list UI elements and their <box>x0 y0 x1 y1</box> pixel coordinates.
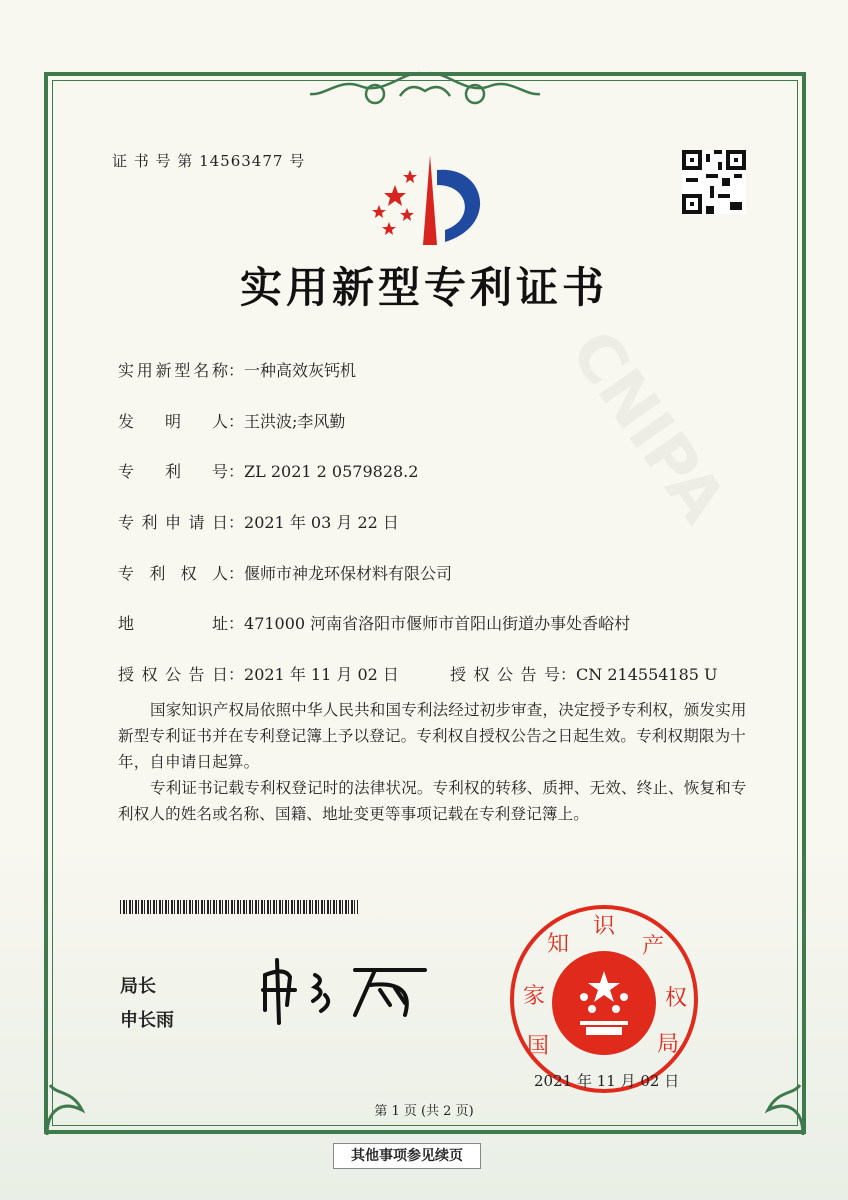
field-label: 实用新型名称 <box>118 361 228 380</box>
svg-text:知: 知 <box>546 932 570 957</box>
svg-text:局: 局 <box>656 1032 680 1057</box>
svg-text:产: 产 <box>641 934 665 959</box>
field-label: 专利号 <box>118 462 228 481</box>
field-label: 专利申请日 <box>118 513 228 532</box>
director-signature <box>255 955 435 1025</box>
field-grant-date: 授权公告日：2021 年 11 月 02 日 <box>118 662 399 685</box>
statement-paragraph: 国家知识产权局依照中华人民共和国专利法经过初步审查，决定授予专利权，颁发实用新型专利证书并在专利登记簿上予以登记。专利权自授权公告之日起生效。专利权期限为十年，自申请日起算。 <box>118 701 747 771</box>
director-name: 申长雨 <box>120 1010 174 1031</box>
field-value: 王洪波;李风勤 <box>244 412 346 431</box>
field-value: 2021 年 03 月 22 日 <box>244 513 399 532</box>
svg-text:家: 家 <box>522 984 546 1009</box>
field-value: ZL 2021 2 0579828.2 <box>244 462 419 481</box>
statement <box>118 697 750 827</box>
field-utility-model-name: 实用新型名称：一种高效灰钙机 <box>118 358 356 381</box>
field-label: 地址 <box>118 614 228 633</box>
field-application-date: 专利申请日：2021 年 03 月 22 日 <box>118 510 399 533</box>
certificate-title: 实用新型专利证书 <box>239 263 608 312</box>
field-value: 2021 年 11 月 02 日 <box>244 665 399 684</box>
seal-date: 2021 年 11 月 02 日 <box>534 1072 680 1090</box>
certificate-number: 证 书 号 第 14563477 号 <box>112 152 306 170</box>
svg-text:国: 国 <box>526 1034 550 1059</box>
field-inventor: 发明人：王洪波;李风勤 <box>118 409 345 432</box>
field-label: 专利权人 <box>118 564 228 583</box>
field-label: 发明人 <box>118 412 228 431</box>
field-label: 授权公告日 <box>118 665 228 684</box>
statement-paragraph: 专利证书记载专利权登记时的法律状况。专利权的转移、质押、无效、终止、恢复和专利权人的姓名或名称、国籍、地址变更等事项记载在专利登记簿上。 <box>118 779 747 823</box>
field-grant-number: 授权公告号：CN 214554185 U <box>450 662 718 685</box>
field-value: 471000 河南省洛阳市偃师市首阳山街道办事处香峪村 <box>244 614 631 633</box>
svg-text:权: 权 <box>664 986 688 1011</box>
top-ornament <box>305 66 545 116</box>
field-value: 偃师市神龙环保材料有限公司 <box>244 564 453 583</box>
field-patent-number: 专利号：ZL 2021 2 0579828.2 <box>118 459 418 482</box>
official-seal <box>508 903 700 1095</box>
director-title: 局长 <box>120 976 156 997</box>
qr-code-icon <box>682 150 746 214</box>
barcode <box>120 900 358 914</box>
field-value: 一种高效灰钙机 <box>244 361 357 380</box>
field-label: 授权公告号 <box>450 665 560 684</box>
page-number: 第 1 页 (共 2 页) <box>374 1104 474 1119</box>
cnipa-logo-icon <box>365 150 490 250</box>
continued-note: 其他事项参见续页 <box>333 1143 481 1169</box>
field-value: CN 214554185 U <box>576 665 718 684</box>
field-address: 地址：471000 河南省洛阳市偃师市首阳山街道办事处香峪村 <box>118 611 630 634</box>
svg-text:识: 识 <box>592 914 616 939</box>
field-patentee: 专利权人：偃师市神龙环保材料有限公司 <box>118 561 452 584</box>
